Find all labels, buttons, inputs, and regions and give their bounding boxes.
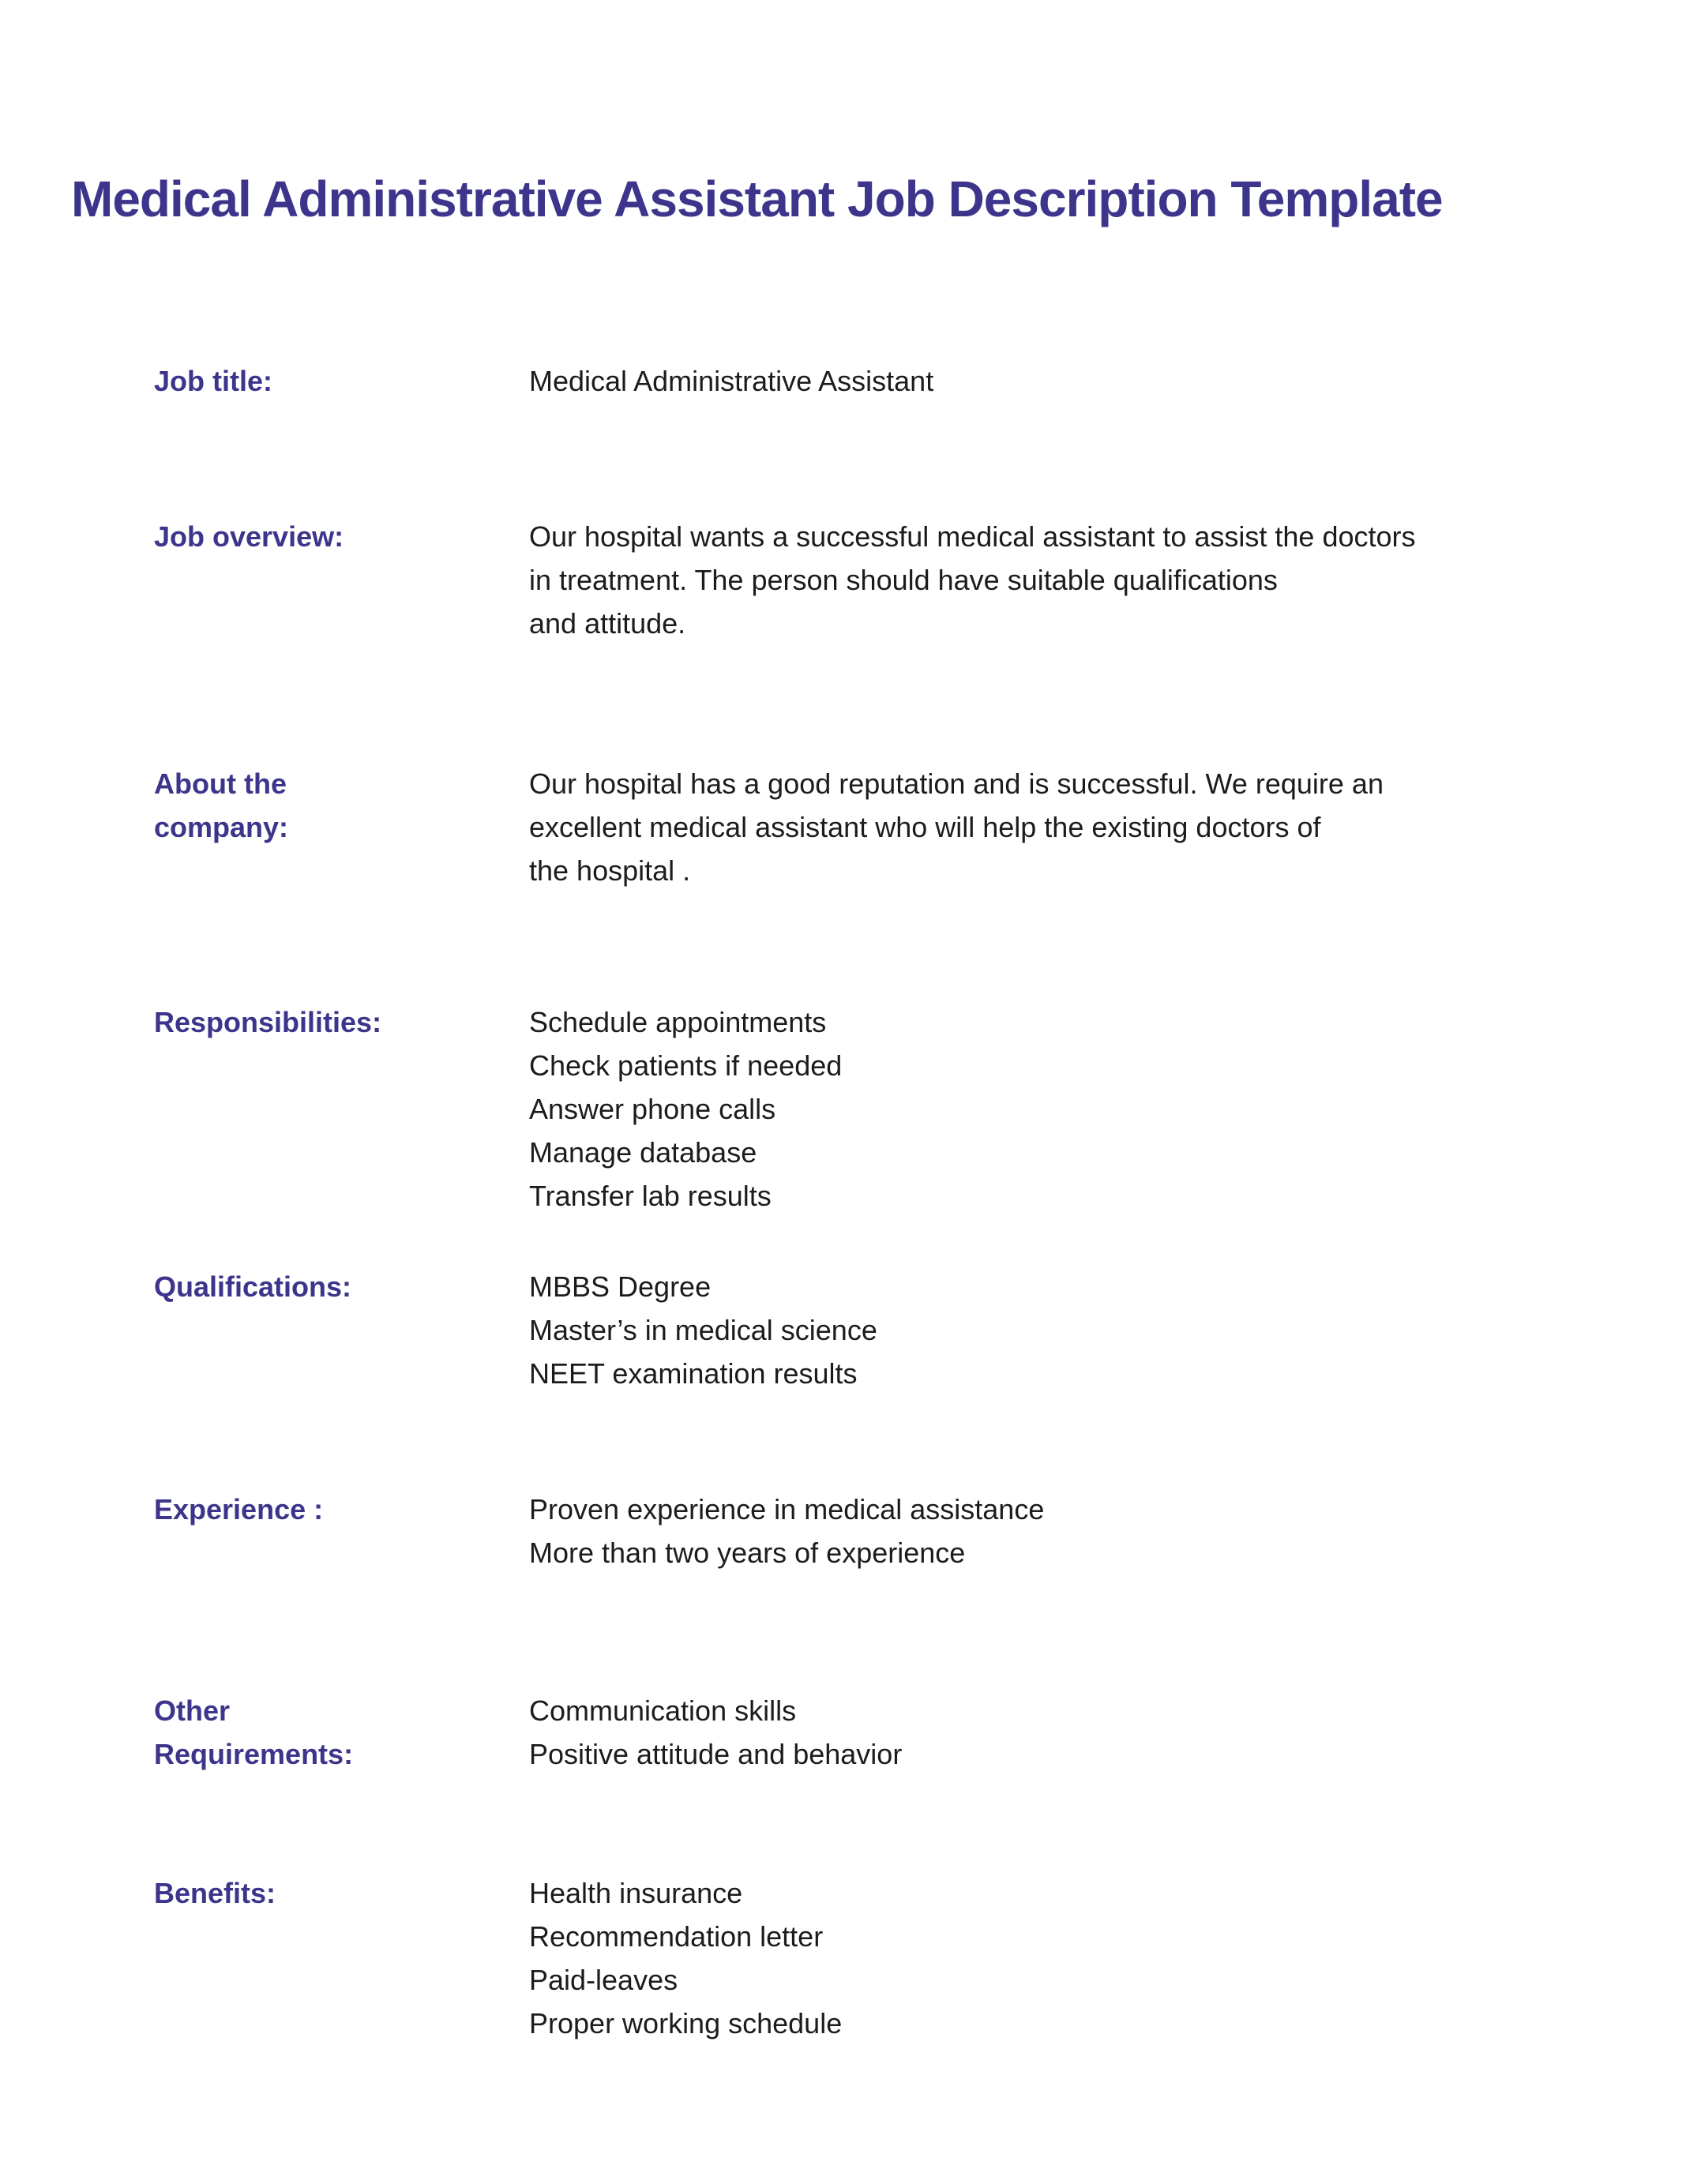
section-about-the-company bbox=[154, 762, 1384, 892]
section-label bbox=[154, 1689, 529, 1776]
section-label bbox=[154, 762, 529, 849]
label-line: Benefits: bbox=[154, 1877, 276, 1909]
value-line: Health insurance bbox=[529, 1877, 743, 1909]
section-value bbox=[529, 515, 1416, 645]
label-line: Job overview: bbox=[154, 520, 344, 553]
section-job-title bbox=[154, 359, 933, 403]
value-line: Transfer lab results bbox=[529, 1180, 772, 1212]
value-line: Communication skills bbox=[529, 1694, 797, 1727]
value-line: Proven experience in medical assistance bbox=[529, 1493, 1045, 1525]
section-value bbox=[529, 1871, 842, 2045]
section-label bbox=[154, 1000, 529, 1044]
value-line: Our hospital wants a successful medical assistant to assist the doctors bbox=[529, 520, 1416, 553]
value-line: Manage database bbox=[529, 1136, 757, 1169]
section-experience bbox=[154, 1488, 1044, 1574]
section-responsibilities bbox=[154, 1000, 842, 1218]
section-value bbox=[529, 1000, 842, 1218]
section-other-requirements bbox=[154, 1689, 902, 1776]
value-line: Medical Administrative Assistant bbox=[529, 365, 934, 397]
section-value bbox=[529, 762, 1384, 892]
section-value bbox=[529, 1265, 877, 1395]
label-line: Job title: bbox=[154, 365, 272, 397]
value-line: Positive attitude and behavior bbox=[529, 1738, 903, 1770]
section-label bbox=[154, 1488, 529, 1531]
value-line: Our hospital has a good reputation and is successful. We require an bbox=[529, 767, 1384, 800]
section-label bbox=[154, 1265, 529, 1308]
label-line: Other bbox=[154, 1694, 231, 1727]
section-label bbox=[154, 1871, 529, 1915]
value-line: the hospital . bbox=[529, 854, 691, 887]
section-benefits bbox=[154, 1871, 842, 2045]
section-job-overview bbox=[154, 515, 1416, 645]
value-line: excellent medical assistant who will help the existing doctors of bbox=[529, 811, 1321, 843]
page-title: Medical Administrative Assistant Job Description Template bbox=[71, 170, 1443, 227]
section-label bbox=[154, 515, 529, 558]
section-qualifications bbox=[154, 1265, 877, 1395]
value-line: and attitude. bbox=[529, 607, 686, 640]
value-line: MBBS Degree bbox=[529, 1270, 712, 1303]
label-line: Requirements: bbox=[154, 1738, 354, 1770]
section-value bbox=[529, 1488, 1044, 1574]
value-line: Answer phone calls bbox=[529, 1093, 776, 1125]
value-line: in treatment. The person should have suitable qualifications bbox=[529, 564, 1278, 596]
value-line: More than two years of experience bbox=[529, 1537, 966, 1569]
label-line: Responsibilities: bbox=[154, 1006, 382, 1038]
value-line: Recommendation letter bbox=[529, 1920, 824, 1953]
value-line: Master’s in medical science bbox=[529, 1314, 877, 1346]
label-line: Experience : bbox=[154, 1493, 324, 1525]
value-line: Check patients if needed bbox=[529, 1049, 843, 1082]
section-value bbox=[529, 1689, 902, 1776]
value-line: Paid-leaves bbox=[529, 1964, 678, 1996]
section-label bbox=[154, 359, 529, 403]
value-line: Proper working schedule bbox=[529, 2007, 843, 2040]
section-value bbox=[529, 359, 933, 403]
value-line: NEET examination results bbox=[529, 1357, 858, 1390]
value-line: Schedule appointments bbox=[529, 1006, 827, 1038]
label-line: company: bbox=[154, 811, 289, 843]
label-line: About the bbox=[154, 767, 287, 800]
label-line: Qualifications: bbox=[154, 1270, 352, 1303]
